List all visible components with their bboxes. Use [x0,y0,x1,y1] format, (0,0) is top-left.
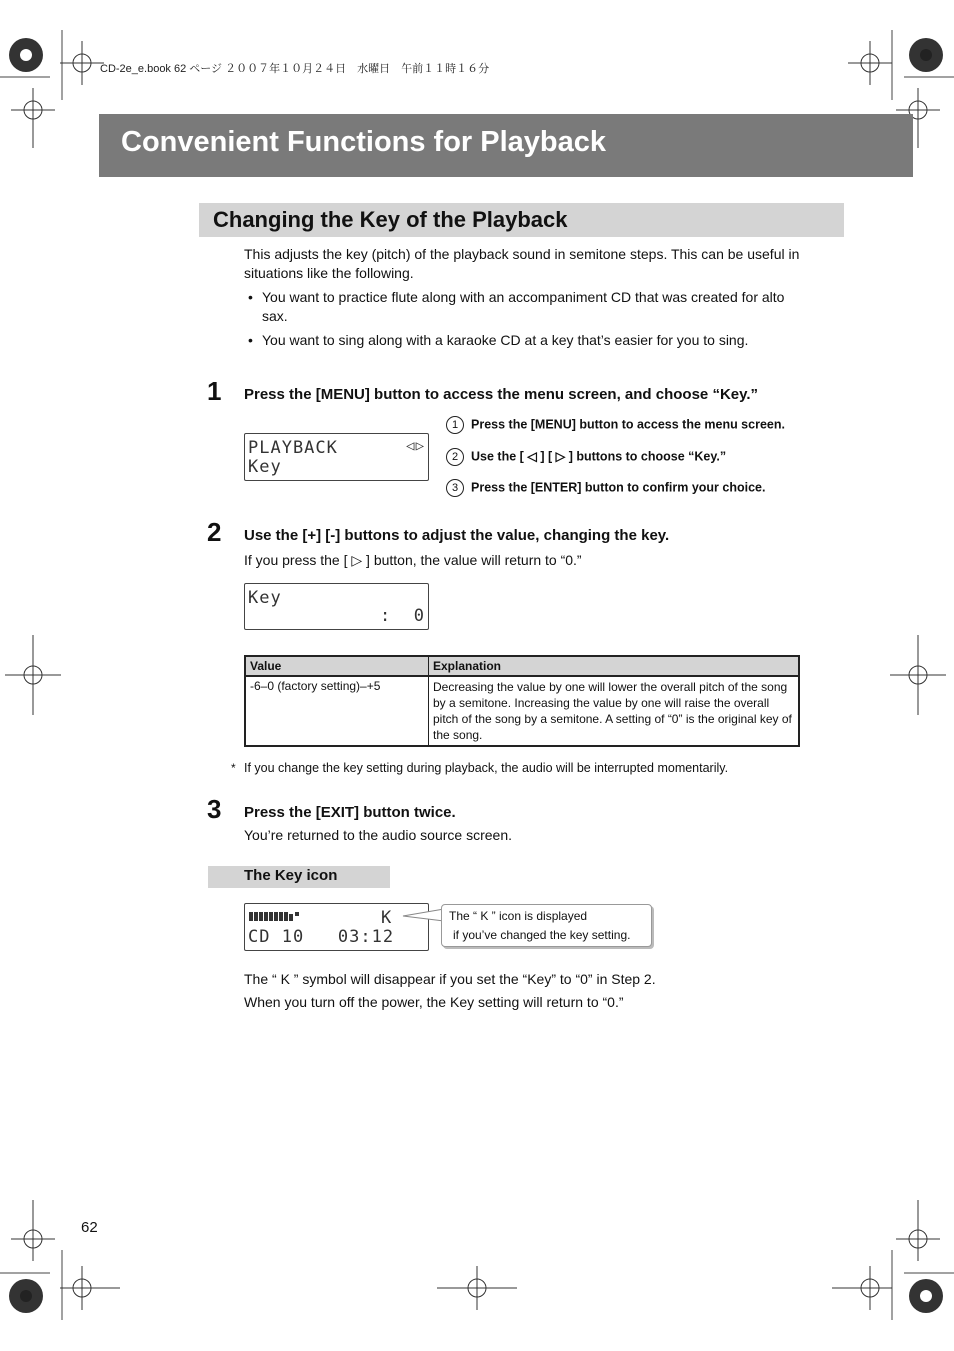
callout-line: The “ K ” icon is displayed [449,909,588,923]
step-title: Press the [EXIT] button twice. [244,804,456,821]
bullet-text: You want to practice flute along with an accompaniment CD that was created for alto sax. [262,289,785,324]
step-circle: 2 [446,448,464,466]
callout-line: if you’ve changed the key setting. [453,928,631,942]
sub-step [446,479,765,497]
page-title-bar [99,114,913,177]
sub-step-text: Use the [ ◁ ] [ ▷ ] buttons to choose “Key.” [471,449,727,464]
bullet-text: You want to sing along with a karaoke CD at a key that’s easier for you to sing. [262,332,749,348]
page-title: Convenient Functions for Playback [121,126,607,158]
key-icon-heading: The Key icon [244,867,338,884]
sub-step [446,448,726,466]
step-title: Use the [+] [-] buttons to adjust the value, changing the key. [244,527,670,544]
key-icon-paragraph: The “ K ” symbol will disappear if you set the “Key” to “0” in Step 2. [244,971,656,987]
value-table [244,655,800,747]
table-header: Value [245,656,429,676]
lcd-row: PLAYBACK [248,438,338,458]
intro-paragraph: This adjusts the key (pitch) of the playback sound in semitone steps. This can be useful in situations like the following. [244,246,800,281]
step-circle: 1 [446,416,464,434]
table-row [245,676,799,746]
page-number: 62 [81,1219,98,1236]
bullet-dot: • [248,289,253,305]
table-header: Explanation [429,656,800,676]
lcd-row: CD 10 03:12 [248,927,395,947]
section-title-bar [199,203,844,237]
footnote-mark: * [231,761,236,775]
lcd-arrows: ◁▷ [406,438,425,454]
step-note: If you press the [ ▷ ] button, the value will return to “0.” [244,552,582,568]
callout-box [441,904,652,947]
value-table-wrap [244,655,800,747]
key-icon-paragraph: When you turn off the power, the Key setting will return to “0.” [244,994,624,1010]
level-meter-icon [249,912,305,922]
section-title: Changing the Key of the Playback [213,207,568,232]
sub-step-text: Press the [MENU] button to access the menu screen. [471,417,785,432]
table-cell: Decreasing the value by one will lower the overall pitch of the song by a semitone. Increasing the value by one will raise the overall pitch of the song by a semitone. A setting of “0” is the original key of the song. [429,676,800,746]
step-number: 2 [207,517,222,547]
key-icon: K [381,908,393,928]
step-title: Press the [MENU] button to access the menu screen, and choose “Key.” [244,386,759,403]
step-circle: 3 [446,479,464,497]
bullet-item [244,288,804,326]
lcd-row: Key [248,457,282,477]
lcd-row: Key [248,588,282,608]
file-header: CD-2e_e.book 62 ページ ２００７年１０月２４日 水曜日 午前１１時１６分 [100,63,490,75]
step-number: 3 [207,794,222,824]
key-icon-heading-bar [208,866,390,888]
sub-step [446,416,785,434]
lcd-display [244,433,429,481]
step-note: You’re returned to the audio source screen. [244,827,512,843]
lcd-row: : 0 [380,606,425,626]
sub-step-text: Press the [ENTER] button to confirm your choice. [471,480,766,495]
bullet-item [244,331,804,350]
table-cell: -6–0 (factory setting)–+5 [245,676,429,746]
lcd-display [244,583,429,630]
callout-pointer [400,905,445,925]
step-number: 1 [207,376,222,406]
bullet-dot: • [248,332,253,348]
footnote: If you change the key setting during playback, the audio will be interrupted momentarily. [244,761,729,775]
